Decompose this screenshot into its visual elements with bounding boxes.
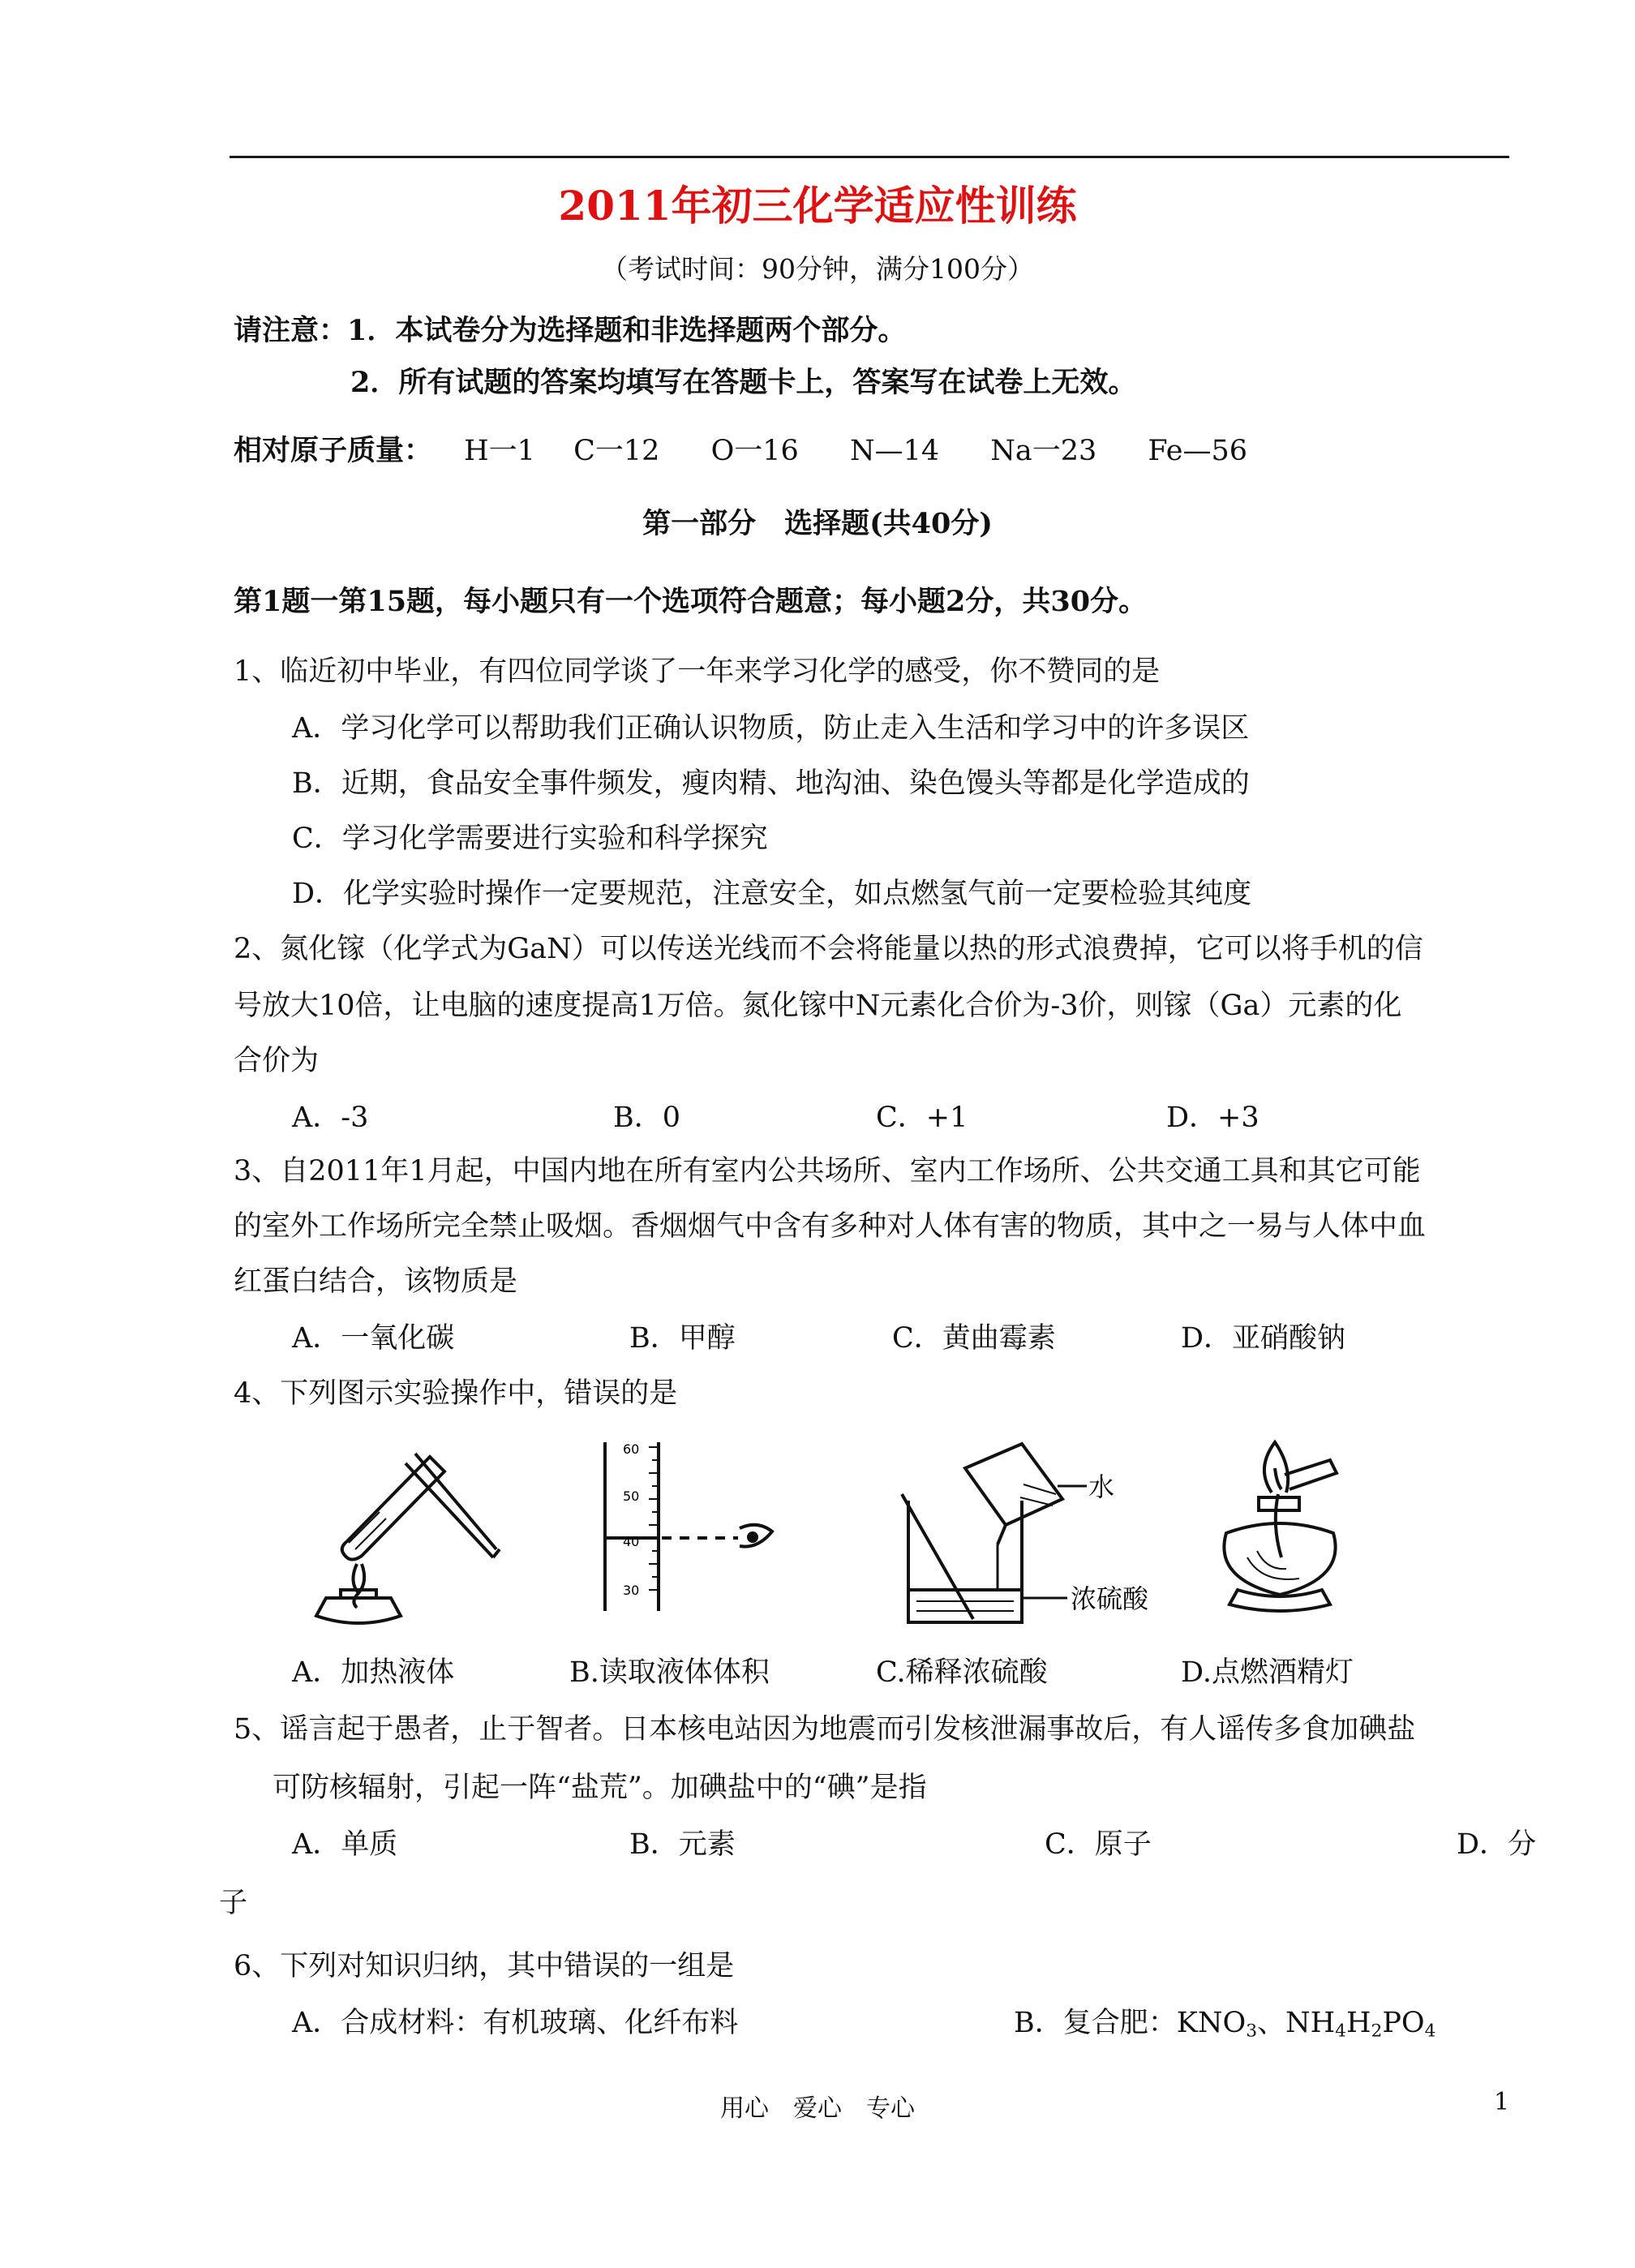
- q2-line-1: 2、氮化镓（化学式为GaN）可以传送光线而不会将能量以热的形式浪费掉，它可以将手机的信: [234, 933, 1423, 965]
- q3-option-b: B．甲醇: [629, 1322, 736, 1355]
- q5-option-c: C．原子: [1045, 1828, 1152, 1861]
- q3-option-c: C．黄曲霉素: [892, 1322, 1056, 1355]
- q6-b-sub-4: 4: [1424, 2021, 1436, 2042]
- q1-option-c: C．学习化学需要进行实验和科学探究: [292, 823, 768, 855]
- q4-option-d: D.点燃酒精灯: [1181, 1656, 1354, 1689]
- header-rule: [230, 156, 1509, 158]
- q6-b-po: PO: [1382, 2007, 1425, 2039]
- atomic-mass-fe: Fe—56: [1148, 435, 1248, 467]
- atomic-masses: [234, 428, 1247, 469]
- q4-option-b: B.读取液体体积: [569, 1656, 770, 1689]
- q1-option-d: D．化学实验时操作一定要规范，注意安全，如点燃氢气前一定要检验其纯度: [292, 878, 1252, 910]
- q2-option-c: C．+1: [876, 1102, 968, 1134]
- section-instruction: 第1题一第15题，每小题只有一个选项符合题意；每小题2分，共30分。: [234, 585, 1148, 618]
- q6-b-mid: 、NH: [1257, 2007, 1336, 2039]
- label-water: 水: [1088, 1471, 1115, 1502]
- atomic-mass-o: O一16: [710, 435, 799, 467]
- page-number: 1: [1494, 2088, 1510, 2116]
- q1-stem: 1、临近初中毕业，有四位同学谈了一年来学习化学的感受，你不赞同的是: [234, 655, 1161, 688]
- exam-title: 2011年初三化学适应性训练: [558, 182, 1077, 230]
- section-heading: 第一部分 选择题(共40分): [642, 507, 993, 540]
- q5-line-1: 5、谣言起于愚者，止于智者。日本核电站因为地震而引发核泄漏事故后，有人谣传多食加碘盐: [234, 1713, 1416, 1746]
- q2-option-d: D．+3: [1166, 1102, 1260, 1134]
- q6-option-b: [1014, 2000, 1435, 2041]
- figure-diluting-acid: [884, 1436, 1152, 1630]
- q6-b-sub-2: 4: [1335, 2021, 1346, 2042]
- q5-line-2: 可防核辐射，引起一阵“盐荒”。加碘盐中的“碘”是指: [272, 1772, 927, 1804]
- q6-b-h: H: [1345, 2007, 1371, 2039]
- atomic-mass-na: Na一23: [990, 435, 1097, 467]
- cylinder-tick-30: 30: [623, 1583, 640, 1598]
- q3-line-1: 3、自2011年1月起，中国内地在所有室内公共场所、室内工作场所、公共交通工具和其它可能: [234, 1155, 1421, 1188]
- q5-option-a: A．单质: [292, 1828, 398, 1861]
- footer-center: 用心 爱心 专心: [720, 2094, 915, 2123]
- q2-line-2: 号放大10倍，让电脑的速度提高1万倍。氮化镓中N元素化合价为-3价，则镓（Ga）元素的化: [234, 990, 1402, 1022]
- q6-stem: 6、下列对知识归纳，其中错误的一组是: [234, 1950, 735, 1982]
- q5-option-d-continued: 子: [219, 1887, 248, 1919]
- q2-option-b: B．0: [613, 1102, 680, 1134]
- q3-option-a: A．一氧化碳: [292, 1322, 455, 1355]
- q2-option-a: A．-3: [292, 1102, 369, 1134]
- figure-graduated-cylinder: [584, 1436, 795, 1614]
- q1-option-b: B．近期，食品安全事件频发，瘦肉精、地沟油、染色馒头等都是化学造成的: [292, 767, 1250, 800]
- q4-option-a: A．加热液体: [292, 1656, 455, 1689]
- q3-line-3: 红蛋白结合，该物质是: [234, 1265, 518, 1298]
- atomic-mass-h: H一1: [464, 435, 535, 467]
- figure-heating-liquid: [308, 1428, 503, 1630]
- notes-line-1: 请注意：1．本试卷分为选择题和非选择题两个部分。: [234, 314, 907, 347]
- atomic-masses-label: 相对原子质量：: [234, 434, 433, 467]
- label-conc-acid: 浓硫酸: [1071, 1583, 1149, 1614]
- q3-option-d: D．亚硝酸钠: [1181, 1322, 1346, 1355]
- cylinder-tick-60: 60: [623, 1441, 640, 1457]
- q1-option-a: A．学习化学可以帮助我们正确认识物质，防止走入生活和学习中的许多误区: [292, 712, 1250, 745]
- cylinder-tick-40: 40: [623, 1534, 640, 1549]
- q5-option-d: D．分: [1457, 1828, 1537, 1861]
- notes-line-2: 2．所有试题的答案均填写在答题卡上，答案写在试卷上无效。: [350, 366, 1137, 399]
- q6-b-sub-3: 2: [1371, 2021, 1383, 2042]
- q6-option-a: A．合成材料：有机玻璃、化纤布料: [292, 2007, 739, 2039]
- exam-subtitle: （考试时间：90分钟，满分100分）: [601, 253, 1034, 285]
- q5-option-b: B．元素: [629, 1828, 736, 1861]
- q6-b-prefix: B．复合肥：KNO: [1014, 2007, 1247, 2039]
- q2-line-3: 合价为: [234, 1045, 320, 1077]
- q4-option-c: C.稀释浓硫酸: [876, 1656, 1048, 1689]
- figure-lighting-lamp: [1208, 1436, 1403, 1622]
- cylinder-tick-50: 50: [623, 1488, 640, 1504]
- q6-b-sub-1: 3: [1246, 2021, 1257, 2042]
- q4-stem: 4、下列图示实验操作中，错误的是: [234, 1377, 678, 1410]
- atomic-mass-c: C一12: [573, 435, 660, 467]
- q3-line-2: 的室外工作场所完全禁止吸烟。香烟烟气中含有多种对人体有害的物质，其中之一易与人体中血: [234, 1210, 1427, 1243]
- atomic-mass-n: N—14: [849, 435, 940, 467]
